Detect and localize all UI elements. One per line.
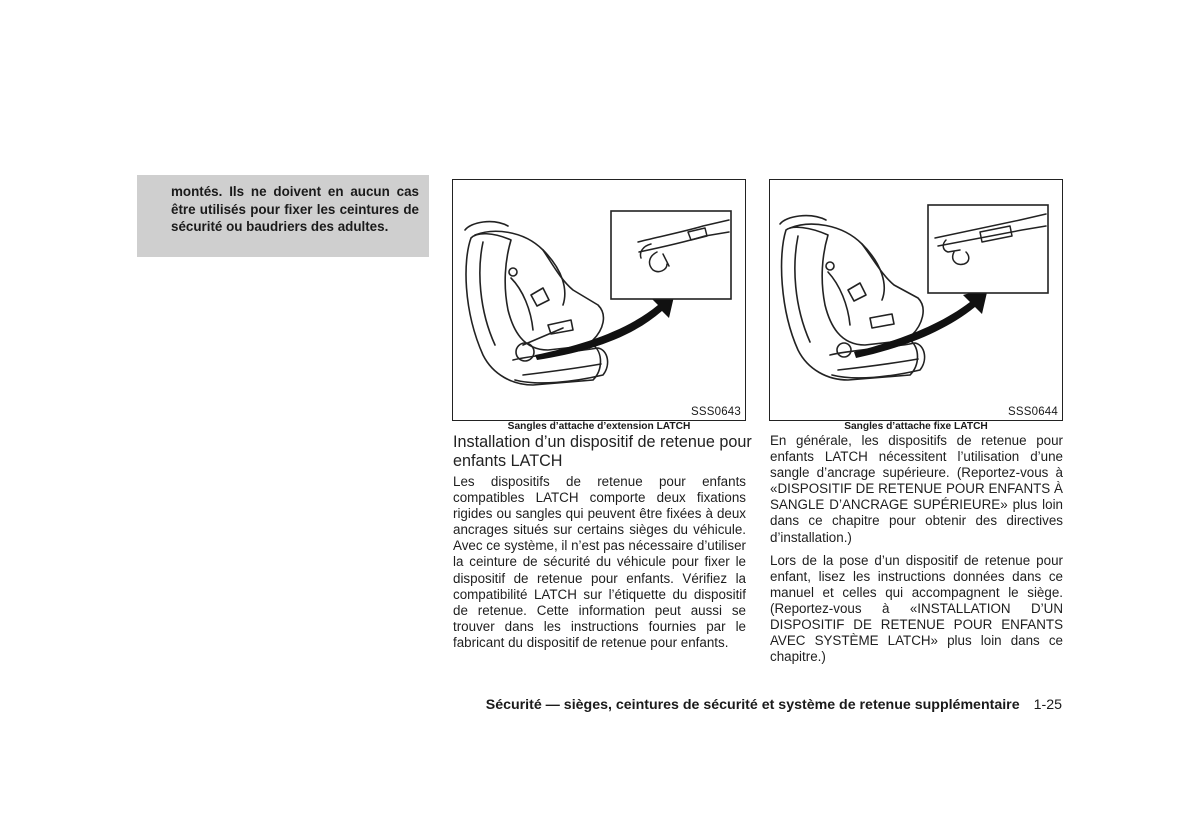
- seat-illustration-extension: [453, 180, 745, 420]
- right-column: [770, 433, 1063, 672]
- right-paragraph-2: Lors de la pose d’un dispositif de retenue pour enfant, lisez les instructions données dans ce manuel et celles qui accompagnent le siège. (Reportez-vous à «INSTALLATION D’UN DISPOSITIF DE RETENUE POUR ENFANTS AVEC SYSTÈME LATCH» plus loin dans ce chapitre.): [770, 552, 1063, 665]
- warning-box: [137, 175, 429, 257]
- figure-code: SSS0644: [1008, 406, 1058, 418]
- seat-illustration-fixed: [770, 180, 1062, 420]
- left-column: [453, 474, 746, 651]
- figure-code: SSS0643: [691, 406, 741, 418]
- left-paragraph: Les dispositifs de retenue pour enfants compatibles LATCH comporte deux fixations rigides ou sangles qui peuvent être fixées à deux ancrages situés sur certains sièges du véhicule. Avec ce système, il n’est pas nécessaire d’utiliser la ceinture de sécurité du véhicule pour fixer le dispositif de retenue pour enfants. Vérifiez la compatibilité LATCH sur l’étiquette du dispositif de retenue. Cette information peut aussi se trouver dans les instructions fournies par le fabricant du dispositif de retenue pour enfants.: [453, 474, 746, 650]
- figure-caption: Sangles d’attache d’extension LATCH: [507, 421, 691, 432]
- warning-text: montés. Ils ne doivent en aucun cas être utilisés pour fixer les ceintures de sécurité ou baudriers des adultes.: [171, 184, 419, 235]
- figure-caption: Sangles d’attache fixe LATCH: [844, 421, 988, 432]
- figure-extension-latch: [452, 179, 746, 421]
- figure-fixed-latch: [769, 179, 1063, 421]
- right-paragraph-1: En générale, les dispositifs de retenue pour enfants LATCH nécessitent l’utilisation d’une sangle d’ancrage supérieure. (Reportez-vous à «DISPOSITIF DE RETENUE POUR ENFANTS À SANGLE D’ANCRAGE SUPÉRIEURE» plus loin dans ce chapitre pour obtenir des directives d’installation.): [770, 433, 1063, 545]
- page-number: 1-25: [1033, 697, 1062, 713]
- chapter-title: Sécurité — sièges, ceintures de sécurité et système de retenue supplémentaire: [485, 697, 1020, 713]
- page-footer: [420, 697, 1062, 713]
- section-heading: Installation d’un dispositif de retenue pour enfants LATCH: [453, 433, 752, 470]
